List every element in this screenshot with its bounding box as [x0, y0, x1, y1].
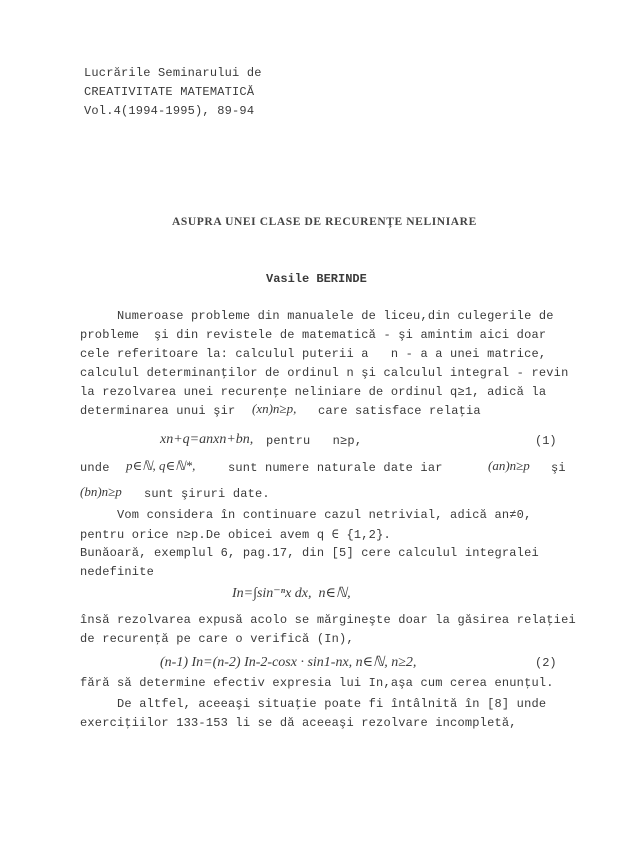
body-line: nedefinite — [80, 565, 155, 579]
sequence-notation: (an)n≥p — [488, 458, 530, 473]
body-line: şi — [551, 461, 566, 475]
body-line: cele referitoare la: calculul puterii a n - a a unei matrice, — [80, 347, 547, 361]
sequence-notation: (xn)n≥p, — [252, 401, 297, 416]
paper-author: Vasile BERINDE — [266, 272, 367, 286]
integral-equation: In=∫sin⁻ⁿx dx, n∈ℕ, — [232, 586, 351, 601]
header-series: Lucrările Seminarului de — [84, 66, 262, 80]
equation-2: (n-1) In=(n-2) In-2-cosx · sin1-nx, n∈ℕ, n≥2, — [160, 655, 417, 670]
body-line: care satisface relaţia — [318, 404, 481, 418]
body-line: Numeroase probleme din manualele de liceu,din culegerile de — [80, 309, 554, 323]
body-line: calculul determinanţilor de ordinul n şi calculul integral - revin — [80, 366, 569, 380]
equation-number: (2) — [535, 656, 557, 670]
body-line: sunt şiruri date. — [144, 487, 270, 501]
body-line: pentru orice n≥p.De obicei avem q ∈ {1,2}. — [80, 528, 391, 542]
body-line: fără să determine efectiv expresia lui In,aşa cum cerea enunţul. — [80, 676, 554, 690]
sequence-notation: (bn)n≥p — [80, 484, 122, 499]
body-line: De altfel, aceeaşi situaţie poate fi întâlnită în [8] unde — [80, 697, 547, 711]
equation-1: xn+q=anxn+bn, — [160, 432, 254, 447]
body-line: Bunăoară, exemplul 6, pag.17, din [5] cere calculul integralei — [80, 546, 539, 560]
equation-number: (1) — [535, 434, 557, 448]
body-line: sunt numere naturale date iar — [228, 461, 443, 475]
body-line: determinarea unui şir — [80, 404, 236, 418]
body-line: exerciţiilor 133-153 li se dă aceeaşi rezolvare incompletă, — [80, 716, 517, 730]
header-journal: CREATIVITATE MATEMATICĂ — [84, 85, 255, 99]
equation-1-condition: pentru n≥p, — [266, 434, 363, 448]
body-line: însă rezolvarea expusă acolo se mărgineşte doar la găsirea relaţiei — [80, 613, 576, 627]
header-volume: Vol.4(1994-1995), 89-94 — [84, 104, 255, 118]
body-line: la rezolvarea unei recurenţe neliniare de ordinul q≥1, adică la — [80, 385, 547, 399]
paper-title: ASUPRA UNEI CLASE DE RECURENŢE NELINIARE — [172, 216, 477, 228]
body-line: unde — [80, 461, 110, 475]
set-notation: p∈ℕ, q∈ℕ*, — [126, 458, 196, 473]
body-line: de recurenţă pe care o verifică (In), — [80, 632, 354, 646]
body-line: probleme şi din revistele de matematică - şi amintim aici doar — [80, 328, 547, 342]
body-line: Vom considera în continuare cazul netrivial, adică an≠0, — [80, 508, 532, 522]
